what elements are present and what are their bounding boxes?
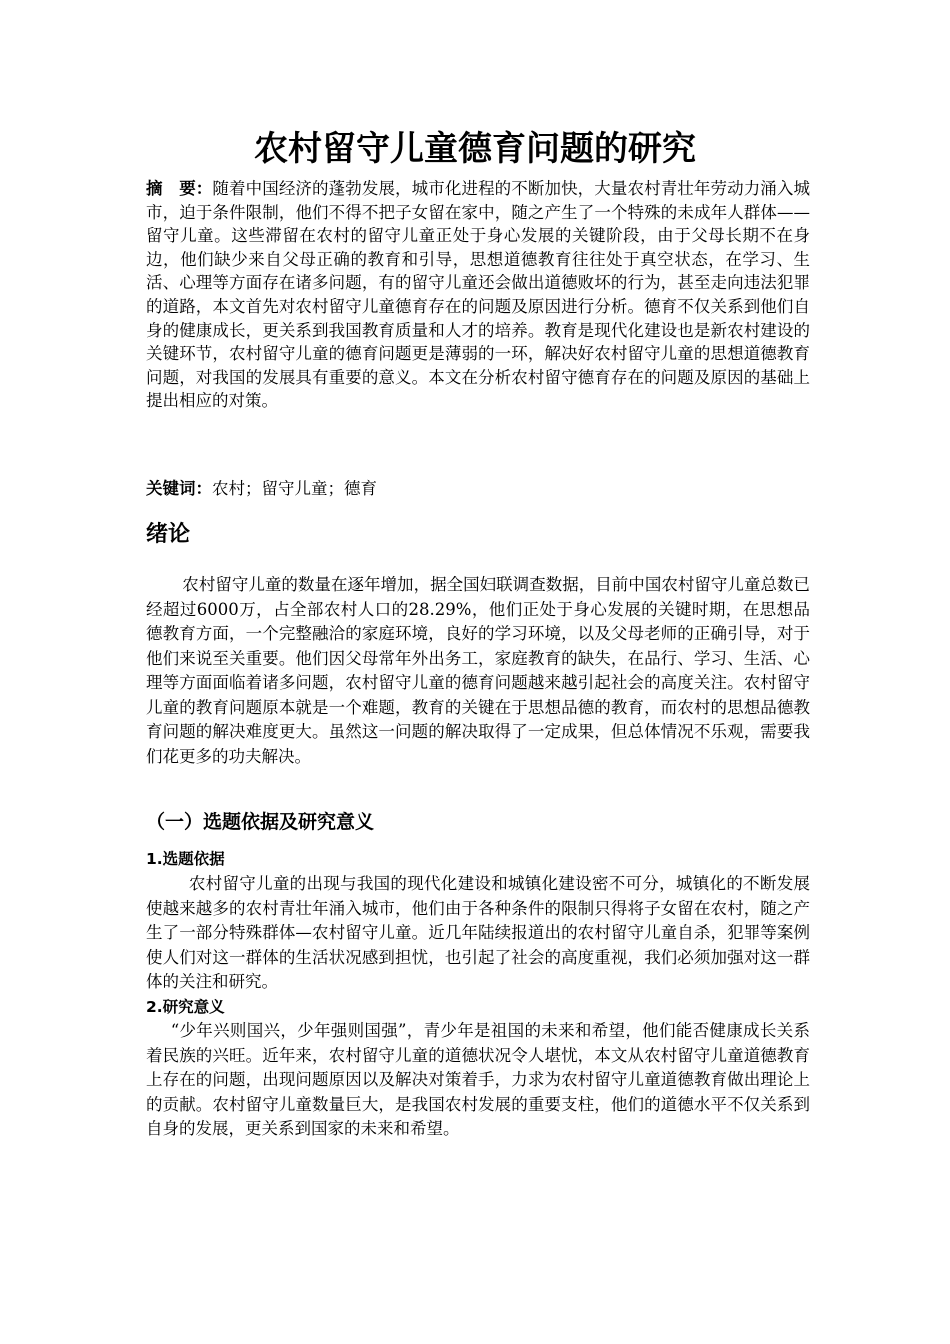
item-heading-topic-basis: 1.选题依据 bbox=[146, 850, 225, 868]
section-heading-introduction: 绪论 bbox=[146, 522, 191, 547]
introduction-paragraph: 农村留守儿童的数量在逐年增加，据全国妇联调查数据，目前中国农村留守儿童总数已经超过6000万，占全部农村人口的28.29%，他们正处于身心发展的关键时期，在思想品德教育方面，一个完整融洽的家庭环境，良好的学习环境，以及父母老师的正确引导，对于他们来说至关重要。他们因父母常年外出务工，家庭教育的缺失，在品行、学习、生活、心理等方面面临着诸多问题，农村留守儿童的德育问题越来越引起社会的高度关注。农村留守儿童的教育问题原本就是一个难题，教育的关键在于思想品德的教育，而农村的思想品德教育问题的解决难度更大。虽然这一问题的解决取得了一定成果，但总体情况不乐观，需要我们花更多的功夫解决。 bbox=[146, 575, 810, 766]
topic-basis-paragraph: 农村留守儿童的出现与我国的现代化建设和城镇化建设密不可分，城镇化的不断发展使越来越多的农村青壮年涌入城市，他们由于各种条件的限制只得将子女留在农村，随之产生了一部分特殊群体—农村留守儿童。近几年陆续报道出的农村留守儿童自杀，犯罪等案例使人们对这一群体的生活状况感到担忧，也引起了社会的高度重视，我们必须加强对这一群体的关注和研究。 bbox=[146, 874, 810, 992]
abstract-text: 随着中国经济的蓬勃发展，城市化进程的不断加快，大量农村青壮年劳动力涌入城市，迫于条件限制，他们不得不把子女留在家中，随之产生了一个特殊的未成年人群体——留守儿童。这些滞留在农村的留守儿童正处于身心发展的关键阶段，由于父母长期不在身边，他们缺少来自父母正确的教育和引导，思想道德教育往往处于真空状态，在学习、生活、心理等方面存在诸多问题，有的留守儿童还会做出道德败坏的行为，甚至走向违法犯罪的道路，本文首先对农村留守儿童德育存在的问题及原因进行分析。德育不仅关系到他们自身的健康成长，更关系到我国教育质量和人才的培养。教育是现代化建设也是新农村建设的关键环节，农村留守儿童的德育问题更是薄弱的一环，解决好农村留守儿童的思想道德教育问题，对我国的发展具有重要的意义。本文在分析农村留守德育存在的问题及原因的基础上提出相应的对策。 bbox=[146, 179, 811, 411]
abstract-paragraph bbox=[146, 177, 810, 413]
research-significance-paragraph: “少年兴则国兴，少年强则国强”，青少年是祖国的未来和希望，他们能否健康成长关系着民族的兴旺。近年来，农村留守儿童的道德状况令人堪忧，本文从农村留守儿童道德教育上存在的问题，出现问题原因以及解决对策着手，力求为农村留守儿童道德教育做出理论上的贡献。农村留守儿童数量巨大，是我国农村发展的重要支柱，他们的道德水平不仅关系到自身的发展，更关系到国家的未来和希望。 bbox=[146, 1021, 810, 1139]
keywords-line bbox=[146, 477, 810, 501]
document-title: 农村留守儿童德育问题的研究 bbox=[254, 129, 696, 169]
keywords-text: 农村；留守儿童；德育 bbox=[212, 479, 377, 498]
item-heading-research-significance: 2.研究意义 bbox=[146, 998, 225, 1016]
keywords-label: 关键词： bbox=[146, 479, 212, 498]
abstract-label: 摘 要： bbox=[146, 179, 213, 198]
subsection-heading: （一）选题依据及研究意义 bbox=[146, 811, 375, 833]
